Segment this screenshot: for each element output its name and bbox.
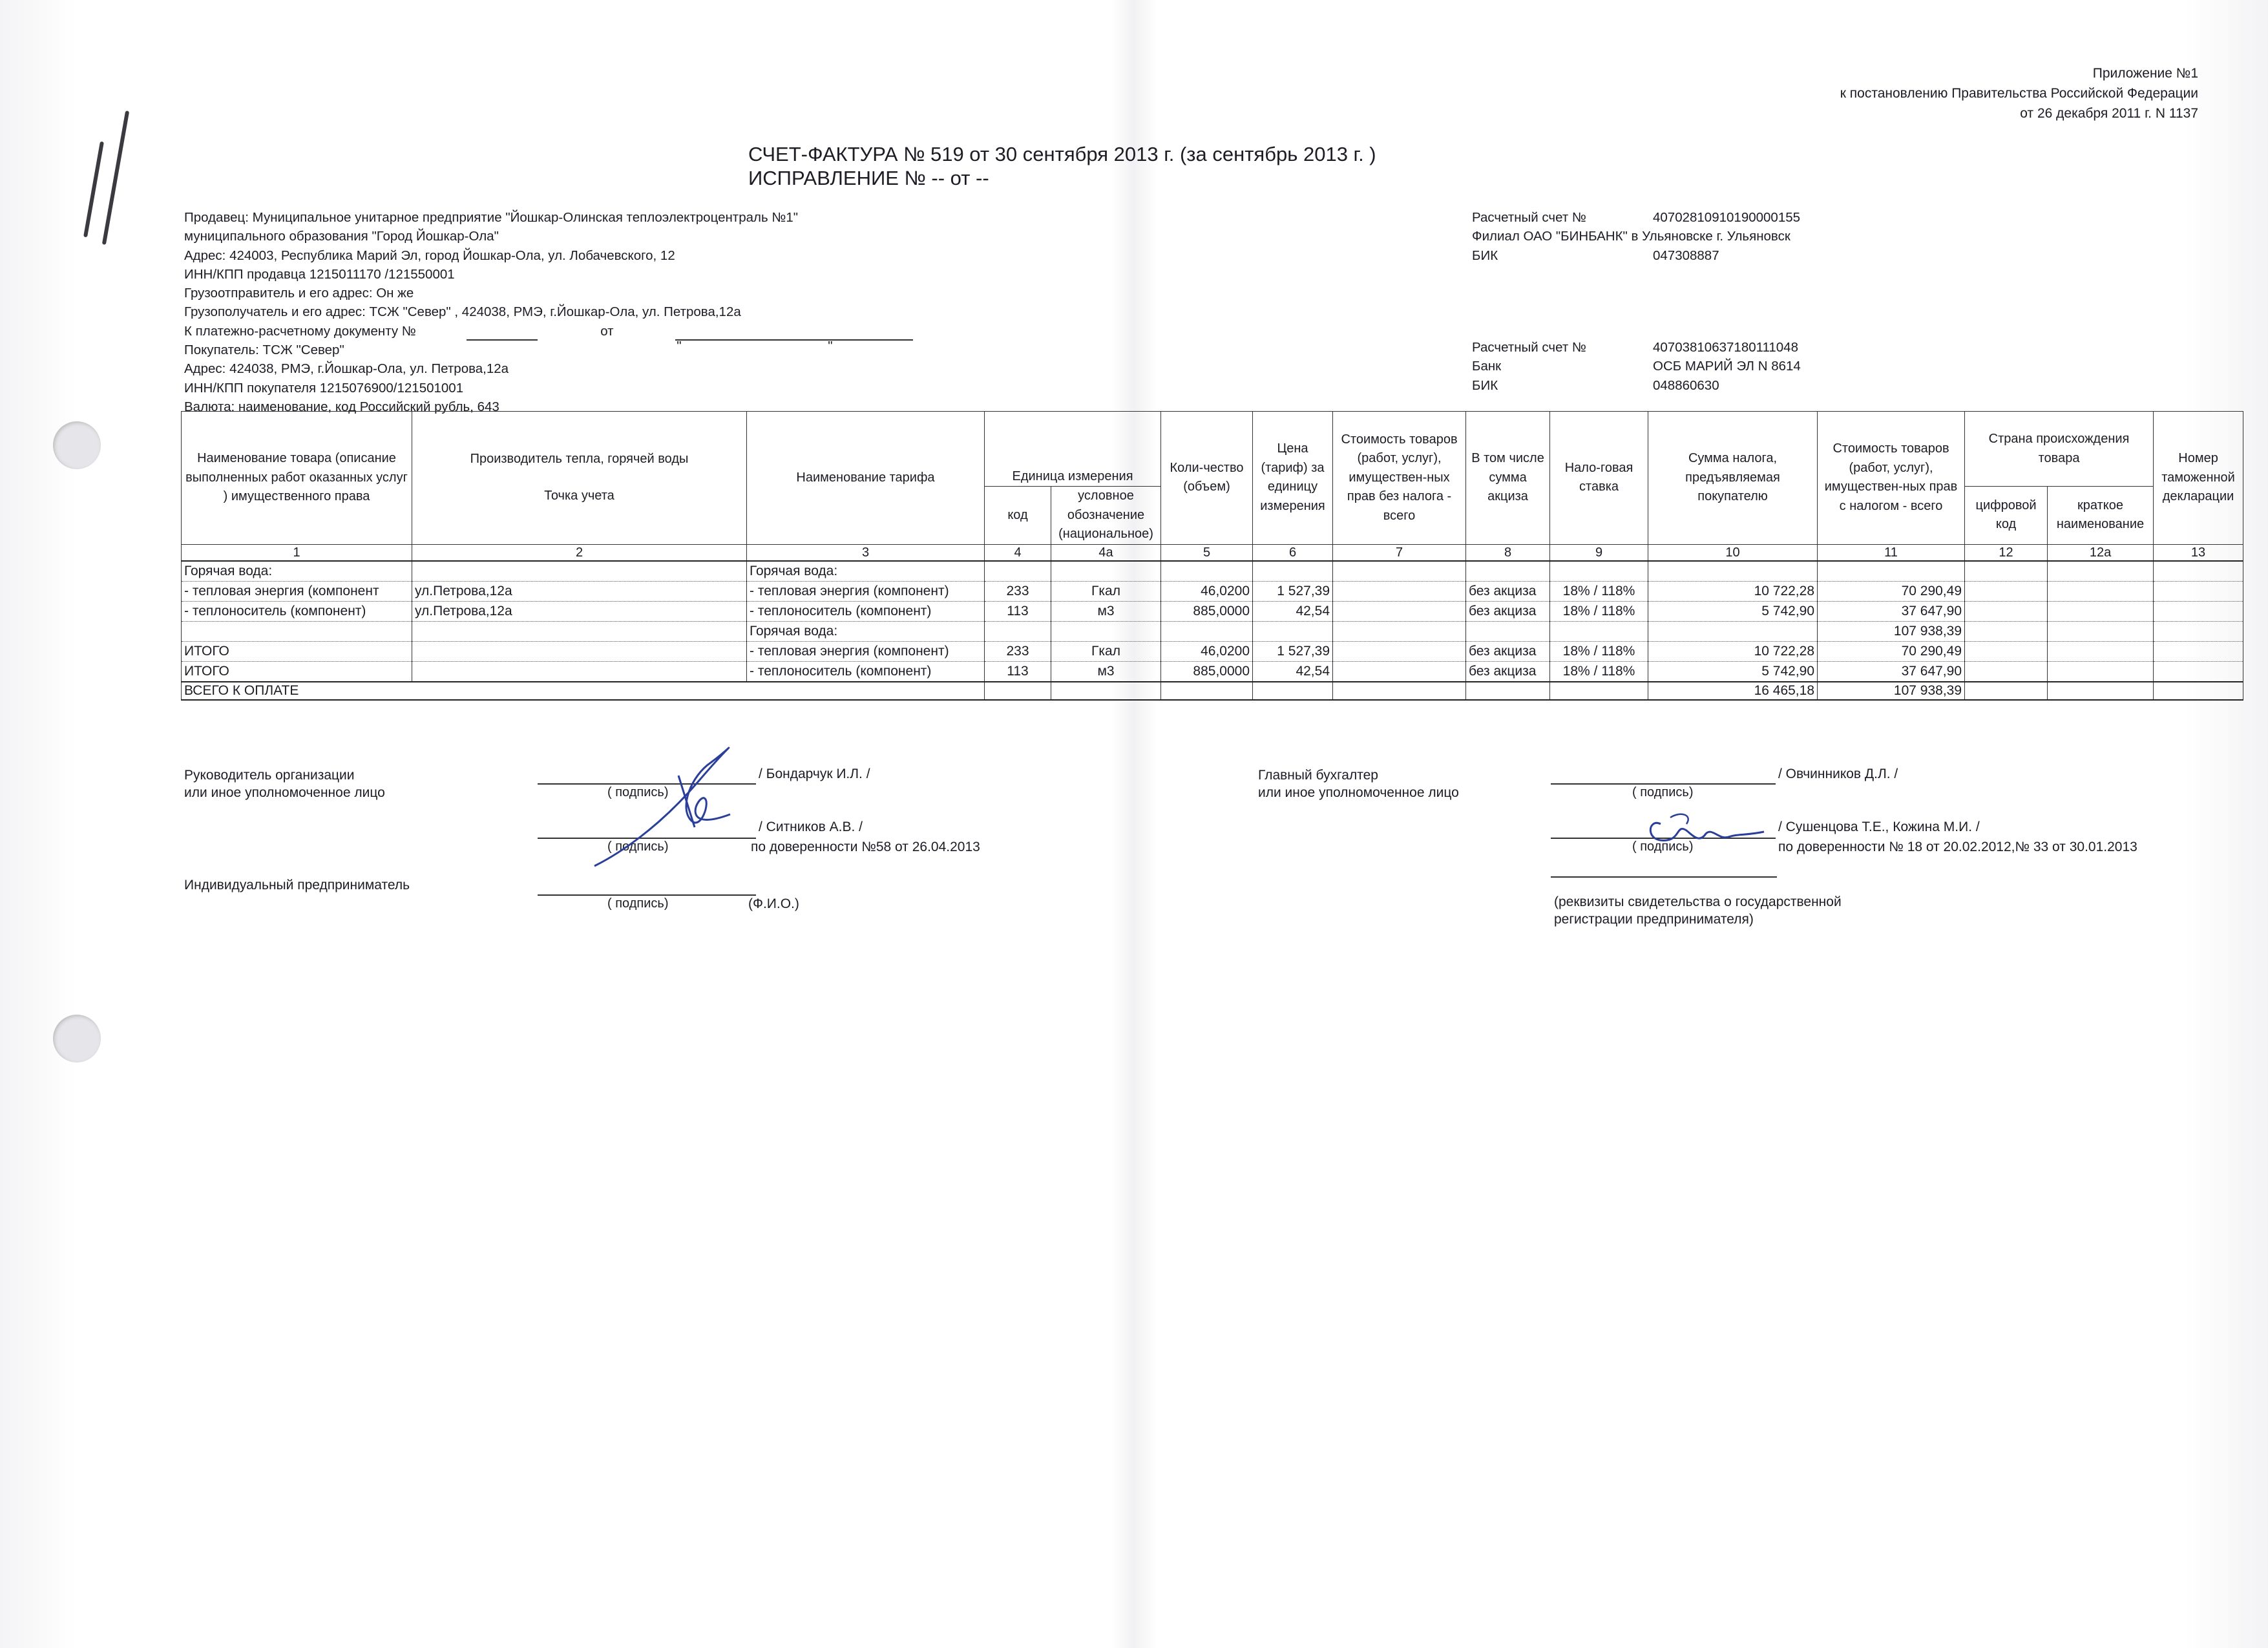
table-cell: Горячая вода:: [747, 621, 985, 641]
col-header-excise: В том числе сумма акциза: [1466, 412, 1550, 545]
table-cell: - тепловая энергия (компонент: [182, 581, 412, 601]
metering-point-title: Точка учета: [544, 489, 614, 503]
buyer-address: Адрес: 424038, РМЭ, г.Йошкар-Ола, ул. Петрова,12а: [184, 361, 509, 377]
table-cell: [1965, 561, 2048, 582]
buyer: Покупатель: ТСЖ "Север": [184, 343, 344, 358]
table-cell: 1 527,39: [1253, 641, 1333, 661]
table-cell: 18% / 118%: [1550, 641, 1648, 661]
annex-line: от 26 декабря 2011 г. N 1137: [2020, 106, 2198, 121]
table-cell: - теплоноситель (компонент): [747, 661, 985, 682]
signature-hint: ( подпись): [607, 785, 669, 799]
table-cell: [2048, 601, 2154, 621]
table-cell: 18% / 118%: [1550, 661, 1648, 682]
column-number: 6: [1253, 544, 1333, 561]
col-header-tax-amount: Сумма налога, предъявляемая покупателю: [1648, 412, 1818, 545]
table-cell: без акциза: [1466, 581, 1550, 601]
account-label: Расчетный счет №: [1472, 210, 1586, 225]
buyer-bank: [1472, 338, 1801, 395]
consignee: Грузополучатель и его адрес: ТСЖ "Север" , 424038, РМЭ, г.Йошкар-Ола, ул. Петрова,12а: [184, 304, 741, 320]
col-header-quantity: Коли-чество (объем): [1161, 412, 1253, 545]
table-cell: 42,54: [1253, 601, 1333, 621]
table-cell: [985, 621, 1051, 641]
table-cell: [412, 561, 747, 582]
column-number: 8: [1466, 544, 1550, 561]
accountant-label: Главный бухгалтер: [1258, 768, 1378, 783]
table-cell: [2048, 641, 2154, 661]
registration-hint: (реквизиты свидетельства о государственной: [1554, 894, 1842, 909]
table-cell: м3: [1051, 601, 1161, 621]
table-cell: Гкал: [1051, 641, 1161, 661]
invoice-title-line: СЧЕТ-ФАКТУРА № 519 от 30 сентября 2013 г. (за сентябрь 2013 г. ): [748, 143, 1376, 165]
table-cell: [1965, 661, 2048, 682]
column-number: 4a: [1051, 544, 1161, 561]
table-cell: м3: [1051, 661, 1161, 682]
table-cell: [2048, 621, 2154, 641]
table-cell: [1333, 601, 1466, 621]
currency: Валюта: наименование, код Российский рубль, 643: [184, 399, 499, 414]
col-header-cost-no-tax: Стоимость товаров (работ, услуг), имуществен-ных прав без налога - всего: [1333, 412, 1466, 545]
table-cell: - теплоноситель (компонент): [182, 601, 412, 621]
table-cell: [1965, 621, 2048, 641]
table-cell: [1253, 561, 1333, 582]
table-cell: [1965, 581, 2048, 601]
table-cell: 885,0000: [1161, 601, 1253, 621]
seller-inn: ИНН/КПП продавца 1215011170 /121550001: [184, 266, 455, 282]
accountant-signature-line: [1551, 783, 1776, 785]
col-header-unit: Единица измерения: [985, 412, 1161, 487]
col-header-price: Цена (тариф) за единицу измерения: [1253, 412, 1333, 545]
table-cell: [1333, 581, 1466, 601]
col-header-country-code: цифровой код: [1965, 487, 2048, 545]
col-header-country: Страна происхождения товара: [1965, 412, 2154, 487]
binder-hole-bottom: [53, 1015, 101, 1062]
head-name: / Бондарчук И.Л. /: [759, 766, 870, 781]
col-header-country-name: краткое наименование: [2048, 487, 2154, 545]
table-row: [182, 621, 2243, 641]
col-header-name: Наименование товара (описание выполненных работ оказанных услуг ) имущественного права: [182, 412, 412, 545]
column-number: 3: [747, 544, 985, 561]
table-cell: - теплоноситель (компонент): [747, 601, 985, 621]
bank-label: Банк: [1472, 359, 1502, 374]
table-cell: [1161, 621, 1253, 641]
table-cell: [1466, 561, 1550, 582]
table-row: [182, 641, 2243, 661]
quote-open: ": [677, 339, 682, 354]
table-row: [182, 581, 2243, 601]
table-cell: 113: [985, 661, 1051, 682]
account-label: Расчетный счет №: [1472, 340, 1586, 355]
table-cell: [1648, 561, 1818, 582]
table-cell: 18% / 118%: [1550, 601, 1648, 621]
table-cell: 70 290,49: [1818, 581, 1965, 601]
table-cell: 107 938,39: [1818, 621, 1965, 641]
bank-name: ОСБ МАРИЙ ЭЛ N 8614: [1653, 359, 1801, 374]
table-cell: 42,54: [1253, 661, 1333, 682]
buyer-inn: ИНН/КПП покупателя 1215076900/121501001: [184, 380, 464, 396]
annex-note: [1840, 63, 2198, 123]
registration-line: [1551, 876, 1777, 878]
bik-label: БИК: [1472, 248, 1498, 263]
payment-doc-label: К платежно-расчетному документу №: [184, 323, 416, 339]
col-header-unit-symbol: условное обозначение (национальное): [1051, 487, 1161, 545]
seller-bank: [1472, 208, 1800, 265]
table-cell: [182, 621, 412, 641]
table-cell: 10 722,28: [1648, 581, 1818, 601]
table-cell: [1818, 561, 1965, 582]
signature-hint: ( подпись): [607, 896, 669, 911]
table-row: [182, 661, 2243, 682]
table-cell: 46,0200: [1161, 581, 1253, 601]
invoice-title: [748, 142, 1376, 190]
table-cell: без акциза: [1466, 641, 1550, 661]
table-row: [182, 601, 2243, 621]
column-number: 12a: [2048, 544, 2154, 561]
table-cell: ИТОГО: [182, 661, 412, 682]
table-cell: 37 647,90: [1818, 661, 1965, 682]
table-cell: [1333, 561, 1466, 582]
table-cell: 70 290,49: [1818, 641, 1965, 661]
table-cell: [2048, 661, 2154, 682]
annex-line: Приложение №1: [2092, 66, 2198, 81]
table-cell: без акциза: [1466, 661, 1550, 682]
column-number-row: [182, 544, 2243, 561]
proxy1-name: / Ситников А.В. /: [759, 819, 863, 834]
column-number: 13: [2154, 544, 2243, 561]
account-number: 40703810637180111048: [1653, 340, 1798, 355]
col-header-unit-code: код: [985, 487, 1051, 545]
column-number: 4: [985, 544, 1051, 561]
total-label: ВСЕГО К ОПЛАТЕ: [182, 682, 985, 700]
correction-line: ИСПРАВЛЕНИЕ № -- от --: [748, 167, 989, 189]
table-cell: 113: [985, 601, 1051, 621]
col-header-customs: Номер таможенной декларации: [2154, 412, 2243, 545]
table-cell: ул.Петрова,12а: [412, 581, 747, 601]
table-cell: Горячая вода:: [747, 561, 985, 582]
table-cell: [2154, 561, 2243, 582]
entrepreneur-signature-line: [538, 894, 756, 896]
table-cell: 233: [985, 641, 1051, 661]
table-cell: [1333, 641, 1466, 661]
column-number: 11: [1818, 544, 1965, 561]
column-number: 7: [1333, 544, 1466, 561]
table-cell: - тепловая энергия (компонент): [747, 641, 985, 661]
table-cell: [2154, 641, 2243, 661]
table-cell: [2048, 581, 2154, 601]
col-header-tax-rate: Нало-говая ставка: [1550, 412, 1648, 545]
table-cell: [2154, 661, 2243, 682]
table-header-row: [182, 412, 2243, 487]
accountant-label: или иное уполномоченное лицо: [1258, 785, 1459, 800]
bik-number: 048860630: [1653, 377, 1719, 393]
head-label: или иное уполномоченное лицо: [184, 785, 385, 800]
invoice-table: [181, 411, 2243, 701]
fio-hint: (Ф.И.О.): [748, 896, 799, 911]
table-cell: 5 742,90: [1648, 601, 1818, 621]
shipper: Грузоотправитель и его адрес: Он же: [184, 286, 414, 301]
table-cell: ИТОГО: [182, 641, 412, 661]
col-header-tariff: Наименование тарифа: [747, 412, 985, 545]
table-cell: [412, 641, 747, 661]
table-cell: Гкал: [1051, 581, 1161, 601]
bik-label: БИК: [1472, 377, 1498, 393]
account-number: 40702810910190000155: [1653, 210, 1801, 225]
table-cell: [1965, 641, 2048, 661]
total-sum: 107 938,39: [1818, 682, 1965, 700]
proxy2-name: / Сушенцова Т.Е., Кожина М.И. /: [1778, 819, 1980, 834]
table-cell: 37 647,90: [1818, 601, 1965, 621]
signature-hint: ( подпись): [1632, 785, 1694, 799]
payment-doc-number: [467, 339, 538, 341]
bik-number: 047308887: [1653, 248, 1719, 263]
table-cell: [1333, 621, 1466, 641]
table-cell: [1550, 621, 1648, 641]
table-cell: 885,0000: [1161, 661, 1253, 682]
bank-branch: Филиал ОАО "БИНБАНК" в Ульяновске г. Ульяновск: [1472, 229, 1790, 244]
col-header-producer: [412, 412, 747, 545]
seller-line: Продавец: Муниципальное унитарное предприятие "Йошкар-Олинская теплоэлектроцентраль №1": [184, 210, 799, 225]
column-number: 10: [1648, 544, 1818, 561]
column-number: 5: [1161, 544, 1253, 561]
table-row: [182, 561, 2243, 582]
column-number: 12: [1965, 544, 2048, 561]
table-cell: [1051, 561, 1161, 582]
table-cell: [1965, 601, 2048, 621]
table-cell: 46,0200: [1161, 641, 1253, 661]
total-tax: 16 465,18: [1648, 682, 1818, 700]
table-cell: [2154, 581, 2243, 601]
table-cell: [2048, 561, 2154, 582]
table-cell: [1648, 621, 1818, 641]
table-cell: - тепловая энергия (компонент): [747, 581, 985, 601]
head-label: Руководитель организации: [184, 768, 355, 783]
entrepreneur-label: Индивидуальный предприниматель: [184, 878, 410, 893]
table-cell: 5 742,90: [1648, 661, 1818, 682]
proxy1-power: по доверенности №58 от 26.04.2013: [751, 840, 980, 854]
table-cell: Горячая вода:: [182, 561, 412, 582]
producer-title: Производитель тепла, горячей воды: [470, 451, 689, 466]
table-cell: [1161, 561, 1253, 582]
quote-close: ": [828, 339, 833, 354]
payment-doc-from: от: [600, 323, 614, 339]
table-cell: [1253, 621, 1333, 641]
table-cell: [1051, 621, 1161, 641]
table-cell: [1333, 661, 1466, 682]
table-cell: 18% / 118%: [1550, 581, 1648, 601]
signature-hint: ( подпись): [1632, 840, 1694, 854]
table-cell: [412, 661, 747, 682]
table-cell: ул.Петрова,12а: [412, 601, 747, 621]
signature-hint: ( подпись): [607, 840, 669, 854]
table-cell: [2154, 601, 2243, 621]
table-cell: [2154, 621, 2243, 641]
table-cell: без акциза: [1466, 601, 1550, 621]
binder-hole-top: [53, 421, 101, 469]
table-cell: 10 722,28: [1648, 641, 1818, 661]
table-cell: [1466, 621, 1550, 641]
proxy2-power: по доверенности № 18 от 20.02.2012,№ 33 от 30.01.2013: [1778, 840, 2137, 854]
table-cell: [1550, 561, 1648, 582]
seller-line: муниципального образования "Город Йошкар-Ола": [184, 229, 499, 244]
total-row: [182, 682, 2243, 700]
column-number: 9: [1550, 544, 1648, 561]
table-cell: [985, 561, 1051, 582]
col-header-cost-with-tax: Стоимость товаров (работ, услуг), имуществен-ных прав с налогом - всего: [1818, 412, 1965, 545]
table-cell: 233: [985, 581, 1051, 601]
annex-line: к постановлению Правительства Российской Федерации: [1840, 86, 2198, 101]
column-number: 1: [182, 544, 412, 561]
payment-doc-date: [675, 339, 913, 354]
seller-address: Адрес: 424003, Республика Марий Эл, город Йошкар-Ола, ул. Лобачевского, 12: [184, 248, 675, 263]
table-cell: [412, 621, 747, 641]
party-details: [184, 208, 913, 416]
table-cell: 1 527,39: [1253, 581, 1333, 601]
accountant-name: / Овчинников Д.Л. /: [1778, 766, 1898, 781]
handwritten-signature-head: [582, 737, 750, 879]
column-number: 2: [412, 544, 747, 561]
registration-hint: регистрации предпринимателя): [1554, 912, 1754, 927]
handwritten-signature-accountant: [1641, 805, 1770, 863]
